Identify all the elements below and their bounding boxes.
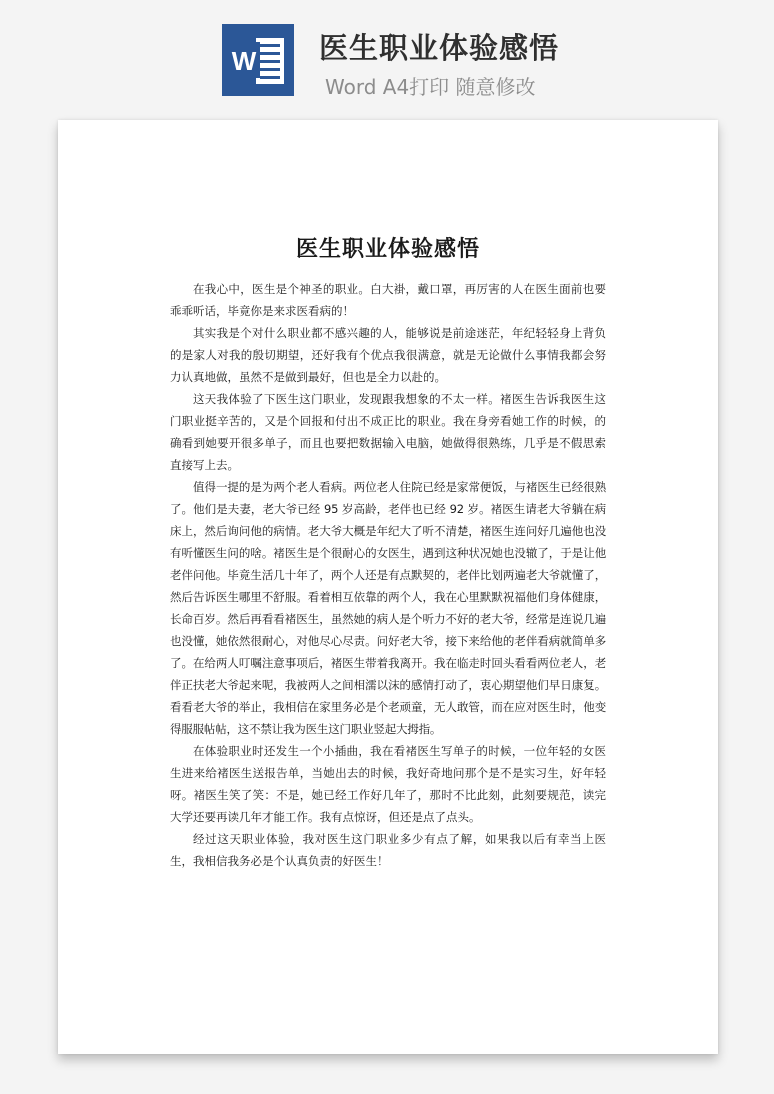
paragraph: 经过这天职业体验，我对医生这门职业多少有点了解，如果我以后有幸当上医生，我相信我务必是个认真负责的好医生！ [170,832,606,868]
word-document-icon [222,24,294,96]
document-body [170,278,606,872]
paragraph: 值得一提的是为两个老人看病。两位老人住院已经是家常便饭，与褚医生已经很熟了。他们是夫妻，老大爷已经 95 岁高龄，老伴也已经 92 岁。褚医生请老大爷躺在病床上，然后询问他的病情。老大爷大概是年纪大了听不清楚，褚医生连问好几遍他也没有听懂医生问的啥。褚医生是个很耐心的女医生，遇到这种状况她也没辙了，于是让他老伴问他。毕竟生活几十年了，两个人还是有点默契的，老伴比划两遍老大爷就懂了，然后告诉医生哪里不舒服。看着相互依靠的两个人，我在心里默默祝福他们身体健康，长命百岁。然后再看看褚医生，虽然她的病人是个听力不好的老大爷，经常是连说几遍也没懂，她依然很耐心，对他尽心尽责。问好老大爷，接下来给他的老伴看病就简单多了。在给两人叮嘱注意事项后，褚医生带着我离开。我在临走时回头看看两位老人，老伴正扶老大爷起来呢，我被两人之间相濡以沫的感情打动了，衷心期望他们早日康复。看看老大爷的举止，我相信在家里务必是个老顽童，无人敢管，而在应对医生时，他变得服服帖帖，这不禁让我为医生这门职业竖起大拇指。 [170,480,606,736]
banner-title: 医生职业体验感悟 [319,31,560,65]
paragraph: 在体验职业时还发生一个小插曲，我在看褚医生写单子的时候，一位年轻的女医生进来给褚医生送报告单，当她出去的时候，我好奇地问那个是不是实习生，好年轻呀。褚医生笑了笑：不是，她已经工作好几年了，那时不比此刻，此刻要规范，读完大学还要再读几年才能工作。我有点惊讶，但还是点了点头。 [170,744,606,824]
paragraph: 这天我体验了下医生这门职业，发现跟我想象的不太一样。褚医生告诉我医生这门职业挺辛苦的，又是个回报和付出不成正比的职业。我在身旁看她工作的时候，的确看到她要开很多单子，而且也要把数据输入电脑，她做得很熟练，几乎是不假思索直接写上去。 [170,392,606,472]
banner-header [0,0,774,110]
document-title: 医生职业体验感悟 [295,237,480,262]
document-page [58,120,718,1054]
word-logo-letter: W [231,46,257,76]
paragraph: 在我心中，医生是个神圣的职业。白大褂，戴口罩，再厉害的人在医生面前也要乖乖听话，毕竟你是来求医看病的！ [170,282,606,318]
paragraph: 其实我是个对什么职业都不感兴趣的人，能够说是前途迷茫，年纪轻轻身上背负的是家人对我的殷切期望，还好我有个优点我很满意，就是无论做什么事情我都会努力认真地做，虽然不是做到最好，但也是全力以赴的。 [170,326,606,384]
banner-subtitle: Word A4打印 随意修改 [325,75,536,99]
